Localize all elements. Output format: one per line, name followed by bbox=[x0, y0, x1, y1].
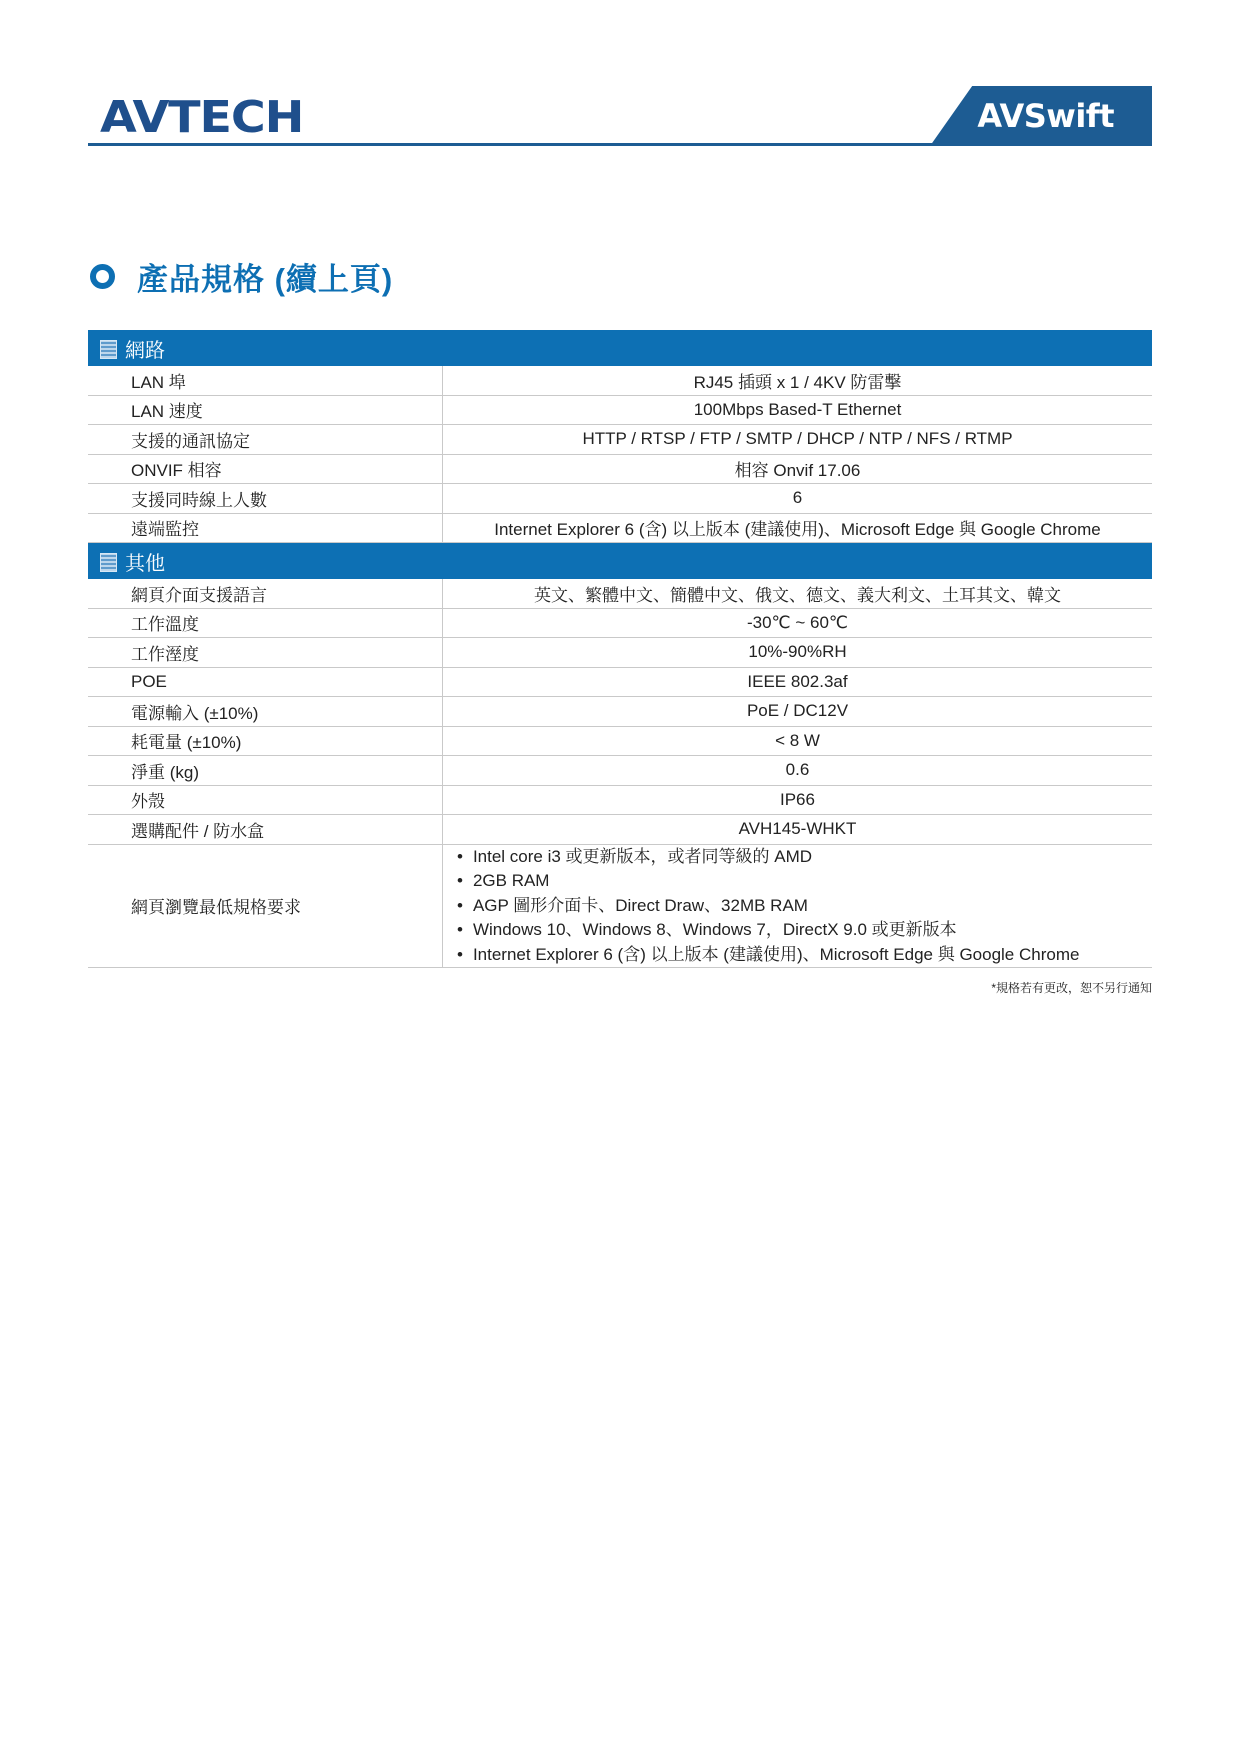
browser-requirements-row bbox=[88, 844, 1152, 968]
page-header bbox=[88, 86, 1152, 148]
list-item: • Windows 10、Windows 8、Windows 7，DirectX 9.0 或更新版本 bbox=[457, 918, 1152, 943]
table-row bbox=[88, 484, 1152, 514]
avtech-logo: AVTECH bbox=[100, 92, 304, 143]
spec-label: 網頁瀏覽最低規格要求 bbox=[88, 844, 443, 968]
spec-label: 工作溫度 bbox=[88, 608, 443, 638]
spec-label: 工作溼度 bbox=[88, 638, 443, 668]
list-item: • 2GB RAM bbox=[457, 869, 1152, 894]
page-title: 產品規格 (續上頁) bbox=[137, 261, 394, 297]
table-row bbox=[88, 756, 1152, 786]
spec-label: LAN 速度 bbox=[88, 395, 443, 425]
group-header-network bbox=[88, 330, 1152, 366]
group-title: 網路 bbox=[125, 339, 165, 362]
table-row bbox=[88, 726, 1152, 756]
spec-value: -30℃ ~ 60℃ bbox=[443, 608, 1153, 638]
spec-label: 選購配件 / 防水盒 bbox=[88, 815, 443, 845]
spec-value: Internet Explorer 6 (含) 以上版本 (建議使用)、Microsoft Edge 與 Google Chrome bbox=[443, 513, 1153, 543]
spec-value: HTTP / RTSP / FTP / SMTP / DHCP / NTP / NFS / RTMP bbox=[443, 425, 1153, 455]
table-row bbox=[88, 608, 1152, 638]
section-heading bbox=[90, 254, 393, 298]
spec-label: 耗電量 (±10%) bbox=[88, 726, 443, 756]
spec-value: RJ45 插頭 x 1 / 4KV 防雷擊 bbox=[443, 366, 1153, 395]
spec-label: POE bbox=[88, 667, 443, 697]
table-row bbox=[88, 638, 1152, 668]
group-title: 其他 bbox=[125, 552, 165, 575]
list-item: • Internet Explorer 6 (含) 以上版本 (建議使用)、Microsoft Edge 與 Google Chrome bbox=[457, 943, 1152, 968]
spec-label: 外殼 bbox=[88, 785, 443, 815]
spec-value: 6 bbox=[443, 484, 1153, 514]
spec-value: 100Mbps Based-T Ethernet bbox=[443, 395, 1153, 425]
browser-requirements-list bbox=[443, 844, 1153, 968]
spec-value: 0.6 bbox=[443, 756, 1153, 786]
table-row bbox=[88, 425, 1152, 455]
spec-value: 10%-90%RH bbox=[443, 638, 1153, 668]
circle-bullet-icon bbox=[90, 264, 115, 289]
table-row bbox=[88, 454, 1152, 484]
grid-icon bbox=[100, 340, 117, 359]
footnote: *規格若有更改，恕不另行通知 bbox=[991, 981, 1152, 995]
spec-value: IP66 bbox=[443, 785, 1153, 815]
spec-table bbox=[88, 330, 1152, 968]
spec-label: 淨重 (kg) bbox=[88, 756, 443, 786]
table-row bbox=[88, 785, 1152, 815]
spec-label: 網頁介面支援語言 bbox=[88, 579, 443, 608]
table-row bbox=[88, 513, 1152, 543]
spec-value: IEEE 802.3af bbox=[443, 667, 1153, 697]
spec-value: AVH145-WHKT bbox=[443, 815, 1153, 845]
grid-icon bbox=[100, 553, 117, 572]
spec-value: PoE / DC12V bbox=[443, 697, 1153, 727]
list-item: • Intel core i3 或更新版本，或者同等級的 AMD bbox=[457, 845, 1152, 870]
spec-label: 電源輸入 (±10%) bbox=[88, 697, 443, 727]
table-row bbox=[88, 395, 1152, 425]
avswift-logo: AVSwift bbox=[977, 97, 1114, 135]
spec-label: LAN 埠 bbox=[88, 366, 443, 395]
spec-label: 支援的通訊協定 bbox=[88, 425, 443, 455]
requirements-list bbox=[443, 845, 1152, 968]
table-row bbox=[88, 815, 1152, 845]
spec-label: 支援同時線上人數 bbox=[88, 484, 443, 514]
header-divider bbox=[88, 143, 1152, 146]
spec-label: 遠端監控 bbox=[88, 513, 443, 543]
spec-value: 相容 Onvif 17.06 bbox=[443, 454, 1153, 484]
table-row bbox=[88, 667, 1152, 697]
spec-value: < 8 W bbox=[443, 726, 1153, 756]
group-header-other bbox=[88, 543, 1152, 580]
spec-value: 英文、繁體中文、簡體中文、俄文、德文、義大利文、土耳其文、韓文 bbox=[443, 579, 1153, 608]
table-row bbox=[88, 579, 1152, 608]
spec-label: ONVIF 相容 bbox=[88, 454, 443, 484]
list-item: • AGP 圖形介面卡、Direct Draw、32MB RAM bbox=[457, 894, 1152, 919]
table-row bbox=[88, 366, 1152, 395]
table-row bbox=[88, 697, 1152, 727]
